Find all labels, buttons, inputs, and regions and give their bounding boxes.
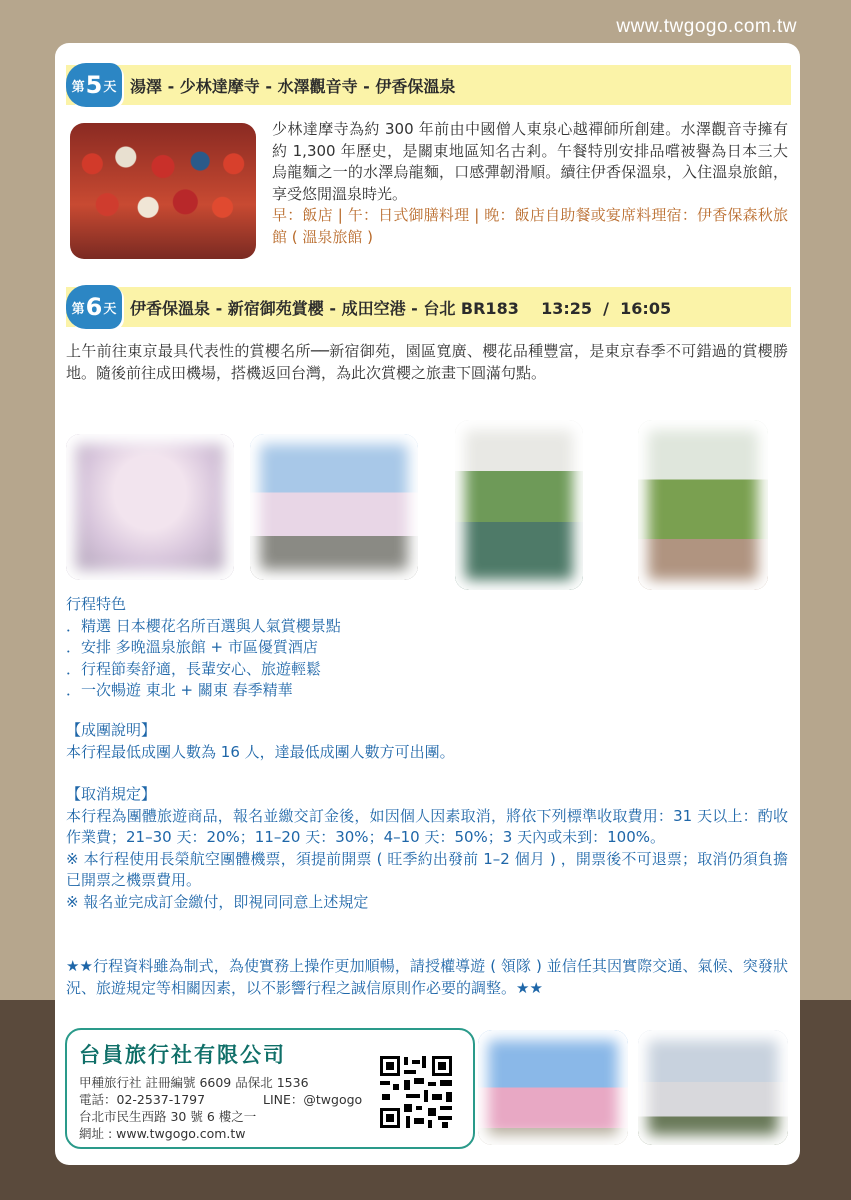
- day6-badge-prefix: 第: [71, 301, 85, 317]
- moat-tree-photo: [455, 420, 583, 590]
- group-heading: 【成團說明】: [66, 721, 157, 739]
- cancel-note-ticket: ※ 本行程使用長榮航空團體機票，須提前開票 ( 旺季約出發前 1–2 個月 ) ，開票後不可退票；取消仍須負擔已開票之機票費用。: [66, 849, 788, 889]
- qr-code-icon[interactable]: [378, 1054, 454, 1130]
- company-website[interactable]: 網址 : www.twgogo.com.tw: [79, 1126, 246, 1141]
- day6-body: 上午前往東京最具代表性的賞櫻名所──新宿御苑，園區寬廣、櫻花品種豐富，是東京春季不可錯過的賞櫻勝地。隨後前往成田機場，搭機返回台灣，為此次賞櫻之旅畫下圓滿句點。: [66, 342, 788, 382]
- day5-badge-number: 5: [85, 71, 103, 99]
- group-text: 本行程最低成團人數為 16 人，達最低成團人數方可出團。: [66, 742, 455, 761]
- cancel-section: [66, 784, 788, 913]
- cancel-note-agree: ※ 報名並完成訂金繳付，即視同同意上述規定: [66, 892, 369, 911]
- day6-badge: [66, 285, 122, 329]
- company-license: 甲種旅行社 註冊編號 6609 品保北 1536: [79, 1075, 309, 1090]
- features-item: ．精選 日本櫻花名所百選與人氣賞櫻景點: [66, 616, 341, 635]
- tokyo-cherry-photo: [478, 1030, 628, 1145]
- daruma-photo: [70, 123, 256, 259]
- cancel-text: 本行程為團體旅遊商品，報名並繳交訂金後，如因個人因素取消，將依下列標準收取費用：31 天以上：酌收作業費；21–30 天：20%；11–20 天：30%；4–10 天：50%；3 天內或未到：100%。: [66, 806, 788, 846]
- disclaimer: ★★行程資料雖為制式，為使實務上操作更加順暢，請授權導遊 ( 領隊 ) 並信任其因實際交通、氣候、突發狀況、旅遊規定等相關因素，以不影響行程之誠信原則作必要的調整。★★: [66, 957, 788, 997]
- day5-badge-prefix: 第: [71, 79, 85, 95]
- features-heading: 行程特色: [66, 595, 127, 613]
- features-item: ．行程節奏舒適，長輩安心、旅遊輕鬆: [66, 659, 322, 678]
- day5-title: 湯澤 - 少林達摩寺 - 水澤觀音寺 - 伊香保溫泉: [130, 76, 456, 96]
- features-item: ．一次暢遊 東北 + 關東 春季精華: [66, 681, 293, 699]
- day5-body: 少林達摩寺為約 300 年前由中國僧人東泉心越禪師所創建。水澤觀音寺擁有約 1,300 年歷史，是關東地區知名古剎。午餐特別安排品嚐被譽為日本三大烏龍麵之一的水澤烏龍麵，口感彈韌滑順。續往伊香保溫泉，入住溫泉旅館，享受悠閒溫泉時光。: [272, 120, 788, 203]
- day5-badge: [66, 63, 122, 107]
- day5-description: [272, 119, 788, 248]
- day5-meals: 早：飯店 | 午：日式御膳料理 | 晚：飯店自助餐或宴席料理宿：伊香保森秋旅館 ( 溫泉旅館 ): [272, 206, 788, 246]
- company-info-box: [65, 1028, 475, 1149]
- day5-header: [66, 65, 791, 105]
- day6-title: 伊香保溫泉 - 新宿御苑賞櫻 - 成田空港 - 台北 BR183 13:25 / 16:05: [130, 298, 672, 318]
- company-phone: 電話：02-2537-1797: [79, 1092, 206, 1107]
- day6-badge-number: 6: [85, 293, 103, 321]
- features-section: [66, 594, 788, 702]
- group-section: [66, 720, 788, 763]
- site-url: www.twgogo.com.tw: [616, 16, 797, 37]
- park-tree-photo: [638, 420, 768, 590]
- company-line-id: LINE：@twgogo: [263, 1092, 363, 1107]
- company-address: 台北市民生西路 30 號 6 樓之一: [79, 1109, 257, 1124]
- castle-cherry-photo: [250, 434, 418, 580]
- day5-badge-suffix: 天: [103, 79, 117, 95]
- cancel-heading: 【取消規定】: [66, 785, 157, 803]
- company-name: 台員旅行社有限公司: [79, 1042, 286, 1067]
- cherry-trees-photo: [66, 434, 234, 580]
- features-item: ．安排 多晚溫泉旅館 + 市區優質酒店: [66, 638, 318, 656]
- day6-header: [66, 287, 791, 327]
- day6-badge-suffix: 天: [103, 301, 117, 317]
- garden-cherry-photo: [638, 1030, 788, 1145]
